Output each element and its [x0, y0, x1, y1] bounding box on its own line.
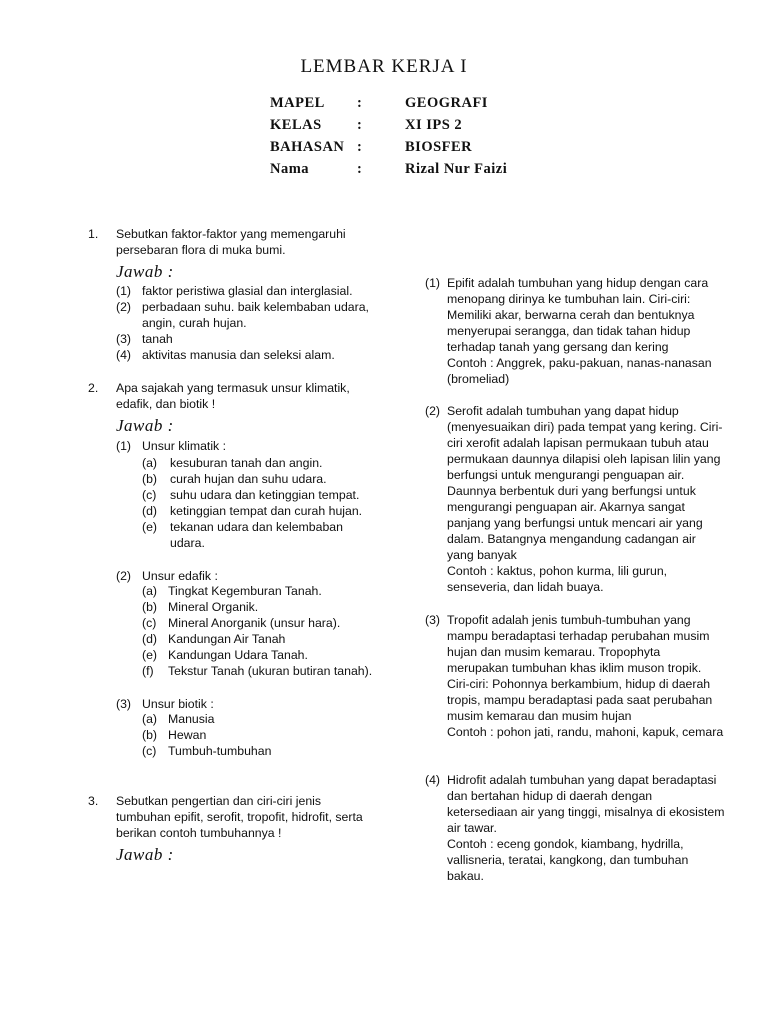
item-text: perbadaan suhu. baik kelembaban udara, angin, curah hujan.: [142, 300, 369, 330]
list-item: [142, 631, 392, 647]
answer-list-1: [116, 283, 381, 363]
item-label: (3): [425, 613, 441, 627]
meta-table: [270, 92, 605, 180]
item-label: (1): [425, 276, 441, 290]
item-label: (e): [142, 520, 158, 534]
list-item: [142, 583, 392, 599]
item-text: Kandungan Air Tanah: [168, 632, 286, 646]
group-list-edafik: [142, 583, 392, 679]
question-text: Sebutkan pengertian dan ciri-ciri jenis tumbuhan epifit, serofit, tropofit, hidrofit, serta berikan contoh tumbuhannya !: [116, 794, 363, 840]
item-text: ketinggian tempat dan curah hujan.: [170, 504, 363, 518]
group-header-klimatik: [116, 438, 226, 454]
item-text: Serofit adalah tumbuhan yang dapat hidup (menyesuaikan diri) pada tempat yang kering. Ciri-ciri xerofit adalah lapisan permukaan tubuh atau permukaan daunnya dilapisi oleh lapisan lilin yang berfungsi untuk mengurangi penguapan air. Daunnya berbentuk duri yang berfungsi untuk mengurangi penguapan air. Akarnya sangat panjang yang berfungsi untuk mencari air yang dalam. Batangnya mengandung cadangan air yang banyak: [447, 404, 723, 562]
question-1: [88, 226, 378, 258]
item-text: Tingkat Kegemburan Tanah.: [168, 584, 322, 598]
meta-colon: :: [357, 116, 363, 133]
jawab-label: Jawab :: [116, 262, 174, 281]
item-label: (c): [142, 744, 157, 758]
group-header-biotik: [116, 696, 214, 712]
list-item: [142, 471, 392, 487]
list-item: [142, 711, 392, 727]
item-text: faktor peristiwa glasial dan interglasial.: [142, 284, 353, 298]
item-label: (f): [142, 664, 154, 678]
list-item: [116, 331, 381, 347]
list-item: [142, 647, 392, 663]
item-text: Kandungan Udara Tanah.: [168, 648, 308, 662]
answer-tropofit: [425, 612, 725, 740]
list-item: [142, 663, 392, 679]
item-label: (c): [142, 616, 157, 630]
item-label: (c): [142, 488, 157, 502]
item-label: (a): [142, 712, 158, 726]
list-item: [116, 299, 381, 331]
question-2: [88, 380, 378, 412]
question-number: 3.: [88, 794, 99, 808]
item-label: (a): [142, 456, 158, 470]
item-text: tanah: [142, 332, 173, 346]
list-item: [116, 283, 381, 299]
answer-serofit: [425, 403, 725, 595]
item-example: Contoh : eceng gondok, kiambang, hydrilla, vallisneria, teratai, kangkong, dan tumbuhan bakau.: [447, 837, 689, 883]
question-number: 1.: [88, 227, 99, 241]
meta-row-bahasan: [270, 136, 605, 158]
answer-hidrofit: [425, 772, 725, 884]
group-label: (2): [116, 569, 132, 583]
item-label: (e): [142, 648, 158, 662]
item-label: (b): [142, 600, 158, 614]
item-label: (1): [116, 284, 132, 298]
meta-value: BIOSFER: [405, 138, 473, 155]
item-text: Mineral Organik.: [168, 600, 259, 614]
list-item: [142, 487, 392, 503]
item-text: Tumbuh-tumbuhan: [168, 744, 272, 758]
list-item: [142, 519, 375, 551]
item-label: (b): [142, 728, 158, 742]
item-example: Contoh : kaktus, pohon kurma, lili gurun, senseveria, dan lidah buaya.: [447, 564, 668, 594]
meta-key: MAPEL: [270, 94, 325, 111]
item-text: tekanan udara dan kelembaban udara.: [170, 520, 343, 550]
meta-colon: :: [357, 138, 363, 155]
page-title: LEMBAR KERJA I: [300, 56, 468, 77]
jawab-label: Jawab :: [116, 845, 174, 864]
item-text: curah hujan dan suhu udara.: [170, 472, 327, 486]
list-item: [142, 455, 392, 471]
question-3: [88, 793, 373, 841]
item-text: Hidrofit adalah tumbuhan yang dapat beradaptasi dan bertahan hidup di daerah dengan ketersediaan air yang tinggi, misalnya di ekosistem air tawar.: [447, 773, 725, 835]
meta-colon: :: [357, 94, 363, 111]
list-item: [142, 743, 392, 759]
group-title: Unsur biotik :: [142, 697, 214, 711]
meta-value: GEOGRAFI: [405, 94, 488, 111]
answer-epifit: [425, 275, 725, 387]
meta-key: KELAS: [270, 116, 322, 133]
item-text: Epifit adalah tumbuhan yang hidup dengan cara menopang dirinya ke tumbuhan lain. Ciri-ciri: Memiliki akar, berwarna cerah dan bentuknya menyerupai serangga, dan tidak tahan hidup terhadap tanah yang gersang dan kering: [447, 276, 709, 354]
group-title: Unsur klimatik :: [142, 439, 227, 453]
meta-key: Nama: [270, 160, 310, 177]
question-text: Sebutkan faktor-faktor yang memengaruhi persebaran flora di muka bumi.: [116, 227, 346, 257]
meta-row-nama: [270, 158, 605, 180]
item-text: Mineral Anorganik (unsur hara).: [168, 616, 341, 630]
item-text: Tropofit adalah jenis tumbuh-tumbuhan yang mampu beradaptasi terhadap perubahan musim hujan dan musim kemarau. Tropophyta merupakan tumbuhan khas iklim muson tropik. Ciri-ciri: Pohonnya berkambium, hidup di daerah tropis, mampu beradaptasi pada saat perubahan musim kemarau dan musim hujan: [447, 613, 713, 723]
item-text: suhu udara dan ketinggian tempat.: [170, 488, 360, 502]
list-item: [116, 347, 381, 363]
item-text: Tekstur Tanah (ukuran butiran tanah).: [168, 664, 373, 678]
item-label: (4): [425, 773, 441, 787]
item-label: (3): [116, 332, 132, 346]
item-label: (d): [142, 632, 158, 646]
item-text: aktivitas manusia dan seleksi alam.: [142, 348, 335, 362]
group-title: Unsur edafik :: [142, 569, 218, 583]
item-text: Manusia: [168, 712, 215, 726]
item-example: Contoh : pohon jati, randu, mahoni, kapuk, cemara: [447, 725, 724, 739]
item-label: (2): [425, 404, 441, 418]
item-label: (d): [142, 504, 158, 518]
item-label: (a): [142, 584, 158, 598]
group-label: (1): [116, 439, 132, 453]
meta-row-mapel: [270, 92, 605, 114]
item-label: (b): [142, 472, 158, 486]
jawab-label: Jawab :: [116, 416, 174, 435]
group-list-biotik: [142, 711, 392, 759]
meta-colon: :: [357, 160, 363, 177]
item-label: (2): [116, 300, 132, 314]
question-text: Apa sajakah yang termasuk unsur klimatik, edafik, dan biotik !: [116, 381, 350, 411]
list-item: [142, 727, 392, 743]
meta-key: BAHASAN: [270, 138, 345, 155]
group-list-klimatik: [142, 455, 392, 551]
item-text: kesuburan tanah dan angin.: [170, 456, 323, 470]
list-item: [142, 503, 392, 519]
item-text: Hewan: [168, 728, 207, 742]
list-item: [142, 599, 392, 615]
meta-row-kelas: [270, 114, 605, 136]
meta-value: XI IPS 2: [405, 116, 463, 133]
item-example: Contoh : Anggrek, paku-pakuan, nanas-nanasan (bromeliad): [447, 356, 712, 386]
list-item: [142, 615, 392, 631]
group-header-edafik: [116, 568, 218, 584]
question-number: 2.: [88, 381, 99, 395]
item-label: (4): [116, 348, 132, 362]
group-label: (3): [116, 697, 132, 711]
meta-value: Rizal Nur Faizi: [405, 160, 508, 177]
